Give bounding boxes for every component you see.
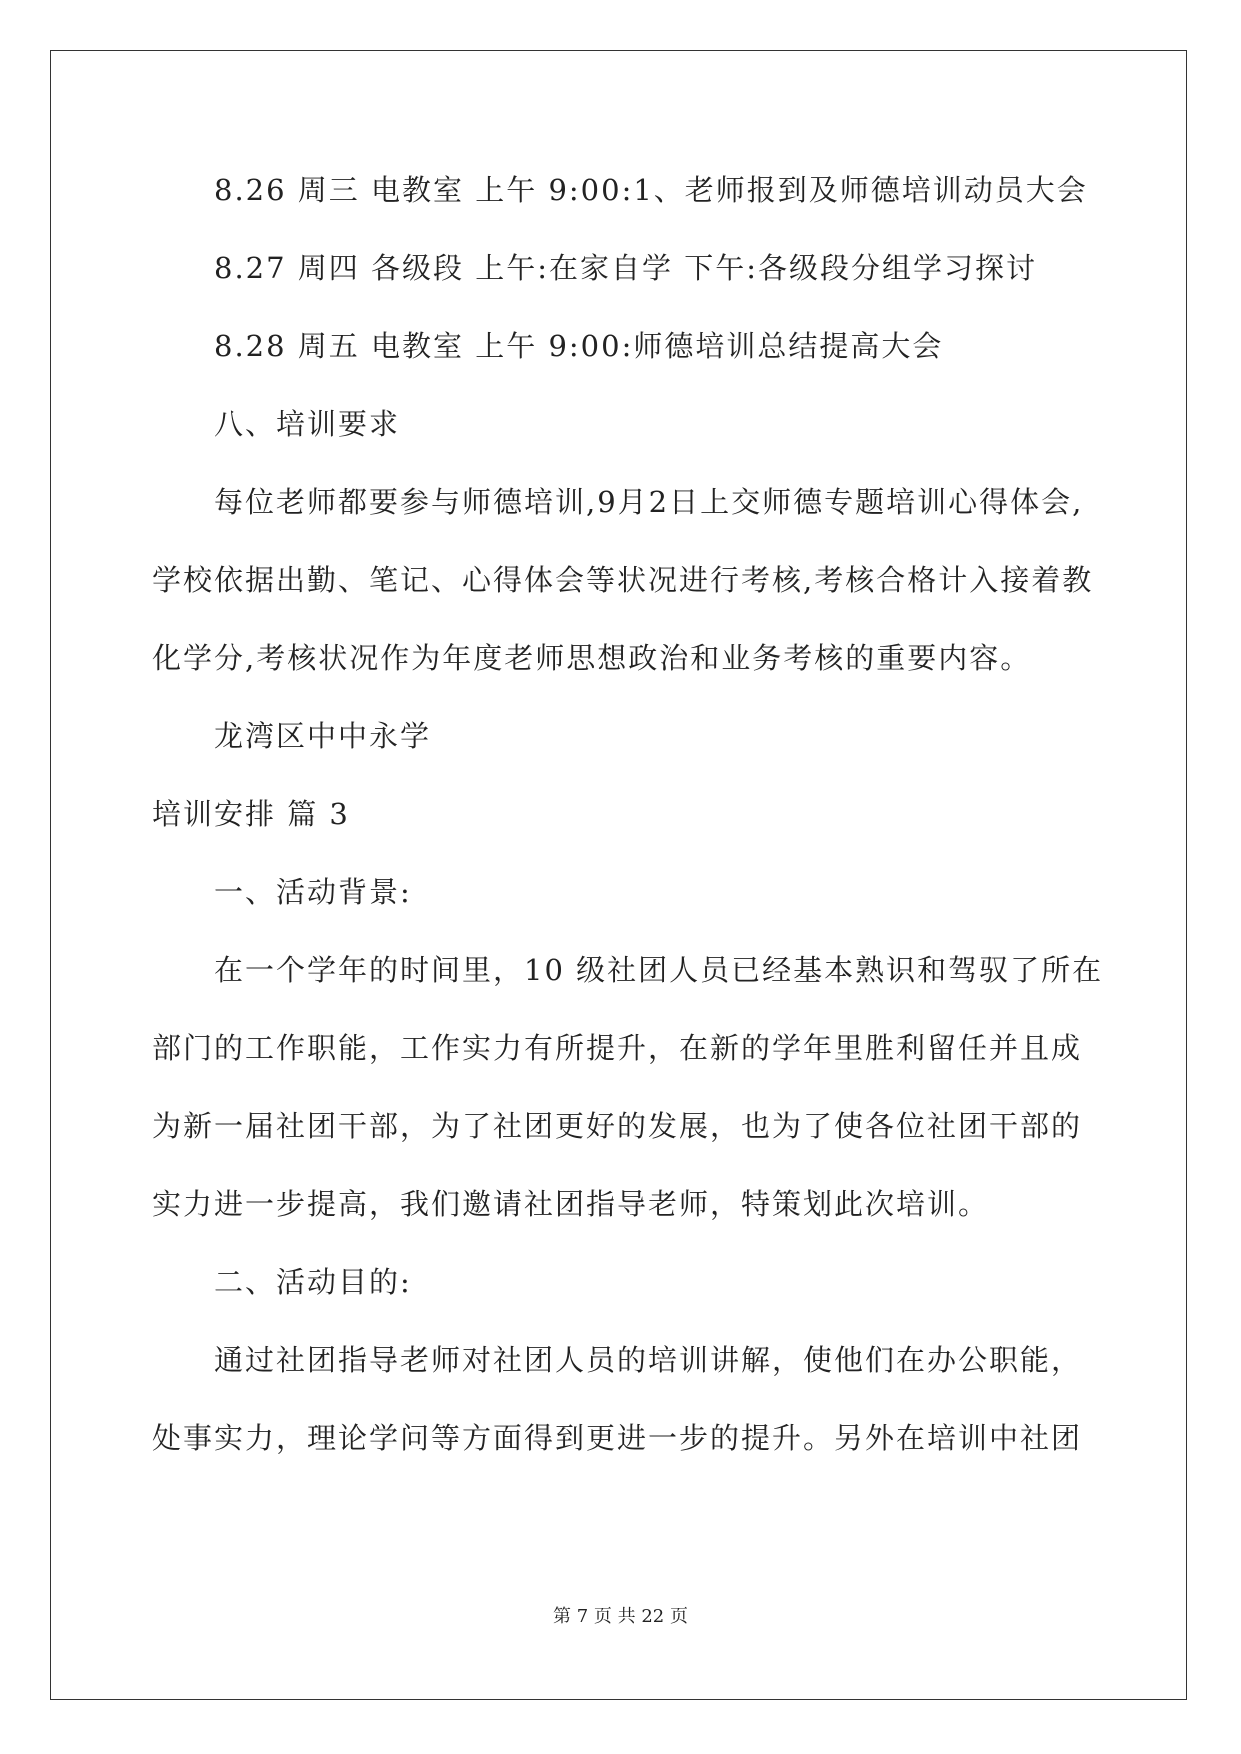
paragraph-line: 部门的工作职能，工作实力有所提升，在新的学年里胜利留任并且成 <box>152 1031 1083 1065</box>
paragraph-line: 为新一届社团干部，为了社团更好的发展，也为了使各位社团干部的 <box>152 1109 1083 1143</box>
article-title: 培训安排 篇 3 <box>152 797 350 831</box>
schedule-line-0828: 8.28 周五 电教室 上午 9:00:师德培训总结提高大会 <box>214 329 944 363</box>
section-heading-requirements: 八、培训要求 <box>214 407 401 441</box>
paragraph-line: 实力进一步提高，我们邀请社团指导老师，特策划此次培训。 <box>152 1187 990 1221</box>
paragraph-line: 每位老师都要参与师德培训,9月2日上交师德专题培训心得体会, <box>214 485 1084 519</box>
paragraph-line: 通过社团指导老师对社团人员的培训讲解，使他们在办公职能， <box>214 1343 1083 1377</box>
paragraph-line: 化学分,考核状况作为年度老师思想政治和业务考核的重要内容。 <box>152 641 1032 675</box>
paragraph-line: 在一个学年的时间里，10 级社团人员已经基本熟识和驾驭了所在 <box>214 953 1104 987</box>
schedule-line-0827: 8.27 周四 各级段 上午:在家自学 下午:各级段分组学习探讨 <box>214 251 1037 285</box>
schedule-line-0826: 8.26 周三 电教室 上午 9:00:1、老师报到及师德培训动员大会 <box>214 173 1088 207</box>
section-heading-purpose: 二、活动目的: <box>214 1265 412 1299</box>
signature-line: 龙湾区中中永学 <box>214 719 432 753</box>
paragraph-line: 学校依据出勤、笔记、心得体会等状况进行考核,考核合格计入接着教 <box>152 563 1094 597</box>
page-footer: 第 7 页 共 22 页 <box>553 1606 688 1627</box>
paragraph-line: 处事实力，理论学问等方面得到更进一步的提升。另外在培训中社团 <box>152 1421 1083 1455</box>
section-heading-background: 一、活动背景: <box>214 875 412 909</box>
